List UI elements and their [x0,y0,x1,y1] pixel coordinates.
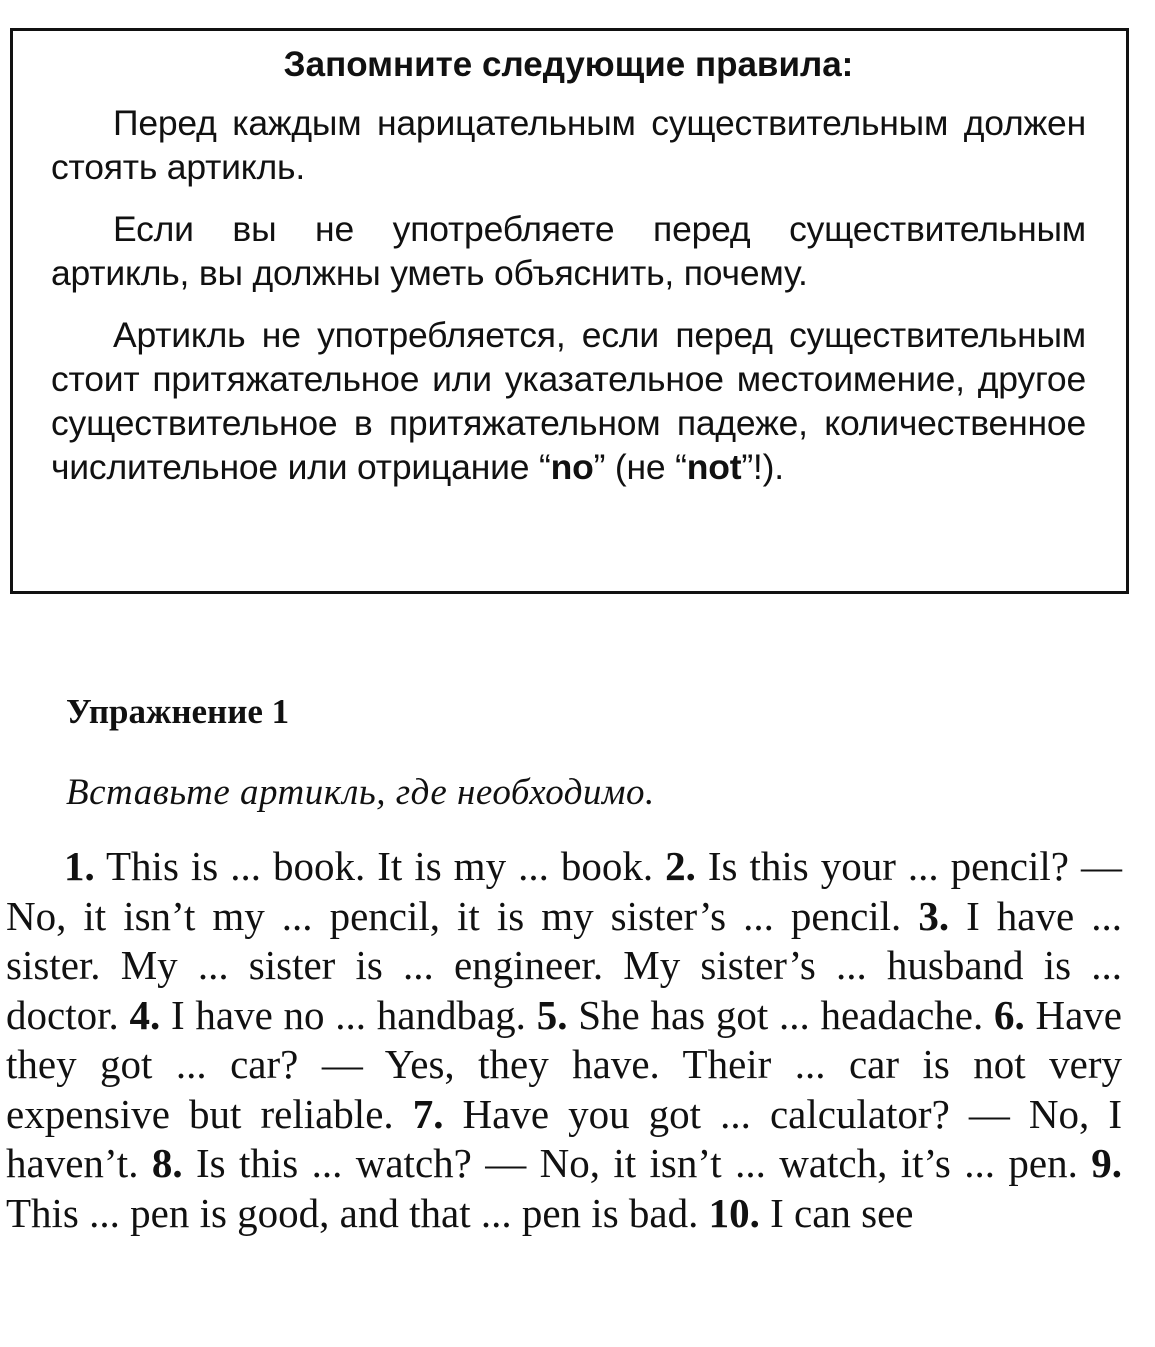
rule-paragraph-2: Если вы не употребляете перед существительным артикль, вы должны уметь объяснить, почему. [51,209,1086,293]
rule-paragraph-1: Перед каждым нарицательным существительным должен стоять артикль. [51,103,1086,187]
item-number: 1. [64,843,95,889]
rule-paragraph-3 [51,313,1086,489]
item-number: 9. [1091,1140,1122,1186]
item-text: This ... pen is good, and that ... pen is bad. [6,1189,709,1236]
item-text: Is this ... watch? — No, it isn’t ... watch, it’s ... pen. [182,1140,1092,1186]
item-text: This is ... book. It is my ... book. [94,843,666,889]
exercise-instruction: Вставьте артикль, где необходимо. [66,772,655,813]
item-number: 5. [536,991,568,1038]
rule-paragraph-3-mid: ” (не “ [593,447,687,487]
item-number: 3. [918,892,950,939]
exercise-body [6,842,1122,1238]
rule-paragraph-3-text: Артикль не употребляется, если перед существительным стоит притяжательное или указательное местоимение, другое существительное в притяжательном падеже, количественное числительное или отрицание “ [51,315,1086,487]
item-text: Have you got ... calculator? — No, I haven’t. [6,1090,1122,1186]
item-text: Have they got ... car? — Yes, they have. Their ... car is not very expensive but reliable. [6,991,1122,1137]
item-number: 6. [993,991,1025,1038]
item-text: Is this your ... pencil? — No, it isn’t my ... pencil, it is my sister’s ... pencil. [6,843,1122,939]
item-number: 10. [708,1189,760,1236]
item-number: 7. [412,1090,444,1137]
item-number: 4. [129,991,161,1038]
item-text: I have no ... handbag. [160,991,537,1038]
item-text: She has got ... headache. [567,991,994,1038]
rule-paragraph-3-end: ”!). [741,447,784,487]
item-number: 2. [665,843,696,889]
item-text: I can see [759,1189,914,1236]
item-number: 8. [151,1140,183,1186]
item-text: I have ... sister. My ... sister is ... engineer. My sister’s ... husband is ... doctor. [6,892,1122,1038]
rules-box [10,28,1129,594]
rules-title: Запомните следующие правила: [283,45,854,84]
term-no: no [550,447,594,487]
term-not: not [686,447,742,487]
exercise-heading: Упражнение 1 [66,692,290,731]
